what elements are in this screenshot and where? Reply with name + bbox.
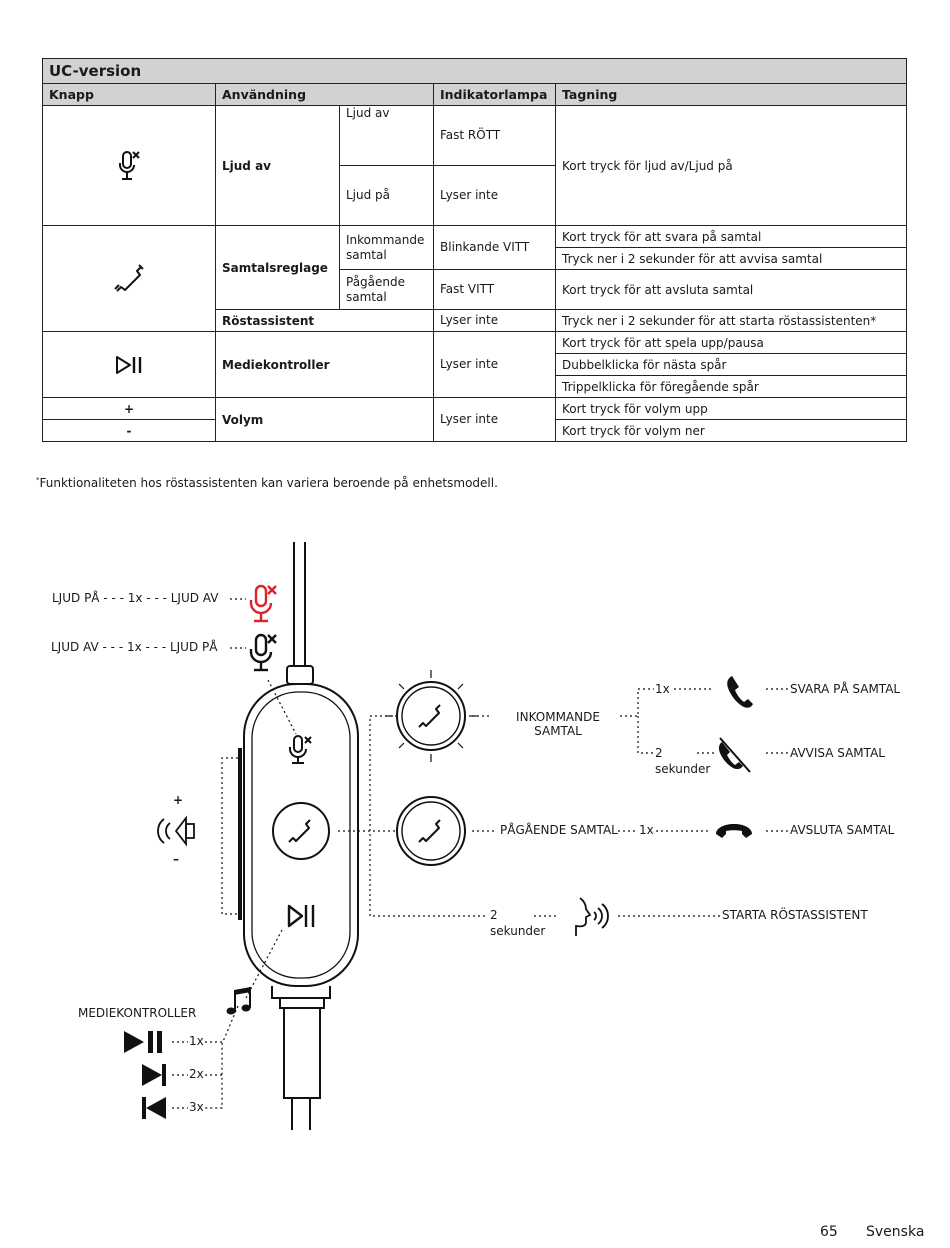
voice-assistant-icon bbox=[576, 898, 608, 936]
header-knapp: Knapp bbox=[43, 84, 216, 106]
speaker-icon bbox=[158, 818, 194, 844]
mute-on-label: LJUD PÅ - - - 1x - - - LJUD AV bbox=[52, 591, 219, 605]
mute-usage: Ljud av bbox=[216, 106, 340, 226]
call-incoming-action-1: Kort tryck för att svara på samtal bbox=[556, 226, 907, 248]
media-play-pause-icon bbox=[124, 1031, 162, 1053]
end-press-label: 1x bbox=[639, 823, 654, 837]
footnote bbox=[36, 476, 498, 490]
answer-phone-icon bbox=[727, 676, 753, 708]
volume-usage: Volym bbox=[216, 398, 434, 442]
header-anvandning: Användning bbox=[216, 84, 434, 106]
headset-control-diagram bbox=[0, 520, 950, 1140]
volume-plus: + bbox=[43, 398, 216, 420]
volume-minus: - bbox=[43, 420, 216, 442]
end-label: AVSLUTA SAMTAL bbox=[790, 823, 895, 837]
mute-light-off: Fast RÖTT bbox=[434, 106, 556, 166]
footnote-text: Funktionaliteten hos röstassistenten kan variera beroende på enhetsmodell. bbox=[39, 476, 498, 490]
volume-light: Lyser inte bbox=[434, 398, 556, 442]
assistant-light: Lyser inte bbox=[434, 310, 556, 332]
table-title: UC-version bbox=[43, 59, 907, 84]
footnote-mark: * bbox=[36, 476, 40, 484]
assistant-press-num: 2 bbox=[490, 908, 498, 922]
answer-label: SVARA PÅ SAMTAL bbox=[790, 682, 901, 696]
decline-label: AVVISA SAMTAL bbox=[790, 746, 885, 760]
phone-glyphs bbox=[289, 705, 440, 842]
mute-action: Kort tryck för ljud av/Ljud på bbox=[556, 106, 907, 226]
call-usage: Samtalsreglage bbox=[216, 226, 340, 310]
mute-state-on: Ljud på bbox=[340, 166, 434, 226]
decline-press-num: 2 bbox=[655, 746, 663, 760]
microphone-mute-red-icon bbox=[251, 586, 276, 621]
assistant-label: STARTA RÖSTASSISTENT bbox=[722, 908, 868, 922]
media-light: Lyser inte bbox=[434, 332, 556, 398]
incoming-label: INKOMMANDE SAMTAL bbox=[516, 710, 600, 738]
decline-phone-icon bbox=[719, 738, 750, 772]
call-incoming: Inkommande samtal bbox=[340, 226, 434, 270]
call-ongoing: Pågående samtal bbox=[340, 270, 434, 310]
call-button-cell bbox=[43, 226, 216, 332]
call-ongoing-action: Kort tryck för att avsluta samtal bbox=[556, 270, 907, 310]
media-press-2: 2x bbox=[189, 1067, 204, 1081]
play-pause-icon bbox=[114, 354, 144, 376]
uc-version-table bbox=[42, 58, 906, 442]
call-ongoing-light: Fast VITT bbox=[434, 270, 556, 310]
media-action-3: Trippelklicka för föregående spår bbox=[556, 376, 907, 398]
header-tagning: Tagning bbox=[556, 84, 907, 106]
mute-state-off: Ljud av bbox=[340, 106, 434, 166]
media-button-cell bbox=[43, 332, 216, 398]
microphone-mute-icon bbox=[116, 149, 142, 183]
volume-plus-label: + bbox=[173, 793, 184, 807]
media-press-1: 1x bbox=[189, 1034, 204, 1048]
microphone-mute-body-icon bbox=[290, 736, 311, 763]
ongoing-label: PÅGÅENDE SAMTAL bbox=[500, 823, 618, 837]
mute-light-on: Lyser inte bbox=[434, 166, 556, 226]
media-press-3: 3x bbox=[189, 1100, 204, 1114]
mute-off-label: LJUD AV - - - 1x - - - LJUD PÅ bbox=[51, 640, 218, 654]
music-note-icon bbox=[227, 987, 252, 1015]
assistant-usage: Röstassistent bbox=[216, 310, 434, 332]
phone-icon bbox=[111, 261, 147, 297]
media-action-1: Kort tryck för att spela upp/pausa bbox=[556, 332, 907, 354]
assistant-press-unit: sekunder bbox=[490, 924, 546, 938]
play-pause-body-icon bbox=[289, 905, 313, 927]
volume-minus-label: – bbox=[173, 852, 179, 866]
page-language: Svenska bbox=[866, 1224, 925, 1240]
assistant-action: Tryck ner i 2 sekunder för att starta röstassistenten* bbox=[556, 310, 907, 332]
media-usage: Mediekontroller bbox=[216, 332, 434, 398]
decline-press-unit: sekunder bbox=[655, 762, 711, 776]
page-number: 65 bbox=[820, 1224, 838, 1240]
mute-button-cell bbox=[43, 106, 216, 226]
volume-action-down: Kort tryck för volym ner bbox=[556, 420, 907, 442]
call-incoming-light: Blinkande VITT bbox=[434, 226, 556, 270]
media-previous-icon bbox=[142, 1097, 166, 1119]
answer-press-label: 1x bbox=[655, 682, 670, 696]
media-next-icon bbox=[142, 1064, 166, 1086]
call-incoming-action-2: Tryck ner i 2 sekunder för att avvisa samtal bbox=[556, 248, 907, 270]
media-title: MEDIEKONTROLLER bbox=[78, 1006, 197, 1020]
volume-action-up: Kort tryck för volym upp bbox=[556, 398, 907, 420]
end-call-icon bbox=[716, 824, 752, 838]
microphone-mute-icon bbox=[251, 635, 276, 670]
header-indikatorlampa: Indikatorlampa bbox=[434, 84, 556, 106]
media-action-2: Dubbelklicka för nästa spår bbox=[556, 354, 907, 376]
